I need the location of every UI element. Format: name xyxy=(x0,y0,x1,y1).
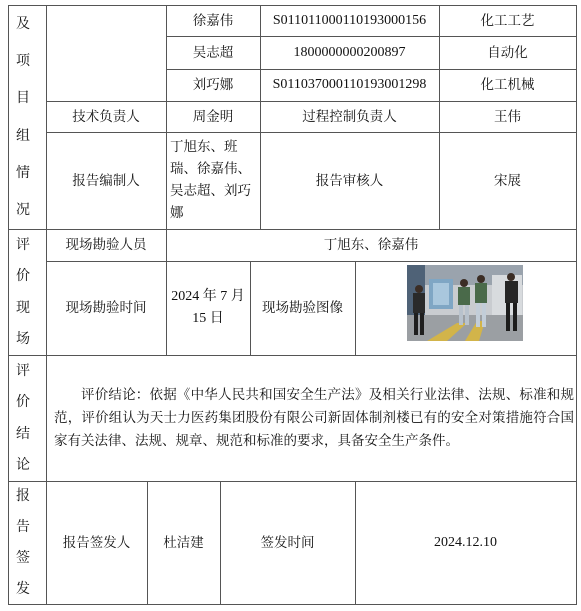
issue-date: 2024.12.10 xyxy=(434,534,497,550)
tech-lead-name: 周金明 xyxy=(192,108,234,125)
member-major: 化工工艺 xyxy=(480,12,535,29)
section-label-conclusion xyxy=(0,355,46,481)
member-major: 自动化 xyxy=(487,44,528,61)
member-name: 刘巧娜 xyxy=(192,77,234,93)
section-label-site xyxy=(0,229,46,355)
conclusion-text: 评价结论：依据《中华人民共和国安全生产法》及相关行业法律、法规、标准和规范，评价组认为天士力医药集团股份有限公司新固体制剂楼已有的安全对策措施符合国家有关法律、法规、规章、规范和标准的要求，具备安全生产条件。 xyxy=(54,387,574,449)
site-time xyxy=(166,261,250,355)
section-char: 目 xyxy=(16,90,30,107)
section-char: 结 xyxy=(16,425,30,442)
section-char: 价 xyxy=(16,394,30,411)
site-inspection-photo xyxy=(407,265,523,341)
reviewer-label: 报告审核人 xyxy=(315,172,384,189)
compiler-line: 丁旭东、班 xyxy=(170,139,238,155)
section-char: 现 xyxy=(16,299,30,316)
compiler-label: 报告编制人 xyxy=(72,172,140,189)
section-char: 情 xyxy=(16,164,30,181)
section-char: 组 xyxy=(16,127,30,144)
site-image-label: 现场勘验图像 xyxy=(262,300,343,316)
member-cert: S011037000110193001298 xyxy=(272,77,427,92)
section-char: 及 xyxy=(16,15,30,32)
section-char: 评 xyxy=(16,362,30,379)
section-char: 场 xyxy=(16,331,30,348)
process-lead-label: 过程控制负责人 xyxy=(302,108,397,125)
section-label-issue xyxy=(0,481,46,604)
section-label-team xyxy=(0,5,46,229)
process-lead-name: 王伟 xyxy=(494,108,521,125)
site-time-label: 现场勘验时间 xyxy=(65,300,147,316)
issuer-name: 杜洁建 xyxy=(163,534,204,551)
issuer-label: 报告签发人 xyxy=(62,534,131,551)
site-time-line: 2024 年 7 月 xyxy=(171,289,245,304)
tech-lead-label: 技术负责人 xyxy=(72,108,140,125)
issue-time-label: 签发时间 xyxy=(260,534,315,551)
compiler-line: 娜 xyxy=(170,205,184,221)
section-char: 评 xyxy=(16,236,30,253)
reviewer-name: 宋展 xyxy=(494,172,521,189)
site-staff: 丁旭东、徐嘉伟 xyxy=(323,237,419,253)
compiler-line: 吴志超、刘巧 xyxy=(170,183,251,199)
site-time-line: 15 日 xyxy=(192,311,224,326)
member-name: 徐嘉伟 xyxy=(192,12,234,29)
compiler-names xyxy=(170,136,260,224)
section-char: 签 xyxy=(16,549,30,566)
compiler-line: 瑞、徐嘉伟、 xyxy=(170,161,251,177)
member-cert: S011011000110193000156 xyxy=(272,12,427,28)
section-char: 论 xyxy=(16,457,30,474)
member-major: 化工机械 xyxy=(480,77,535,93)
section-char: 告 xyxy=(16,519,30,536)
section-char: 况 xyxy=(16,202,30,219)
section-char: 报 xyxy=(16,488,30,505)
section-char: 项 xyxy=(16,52,30,69)
member-cert: 1800000000200897 xyxy=(293,44,406,60)
site-staff-label: 现场勘验人员 xyxy=(65,237,147,253)
section-char: 发 xyxy=(16,580,30,597)
section-char: 价 xyxy=(16,268,30,285)
member-name: 吴志超 xyxy=(192,44,234,61)
